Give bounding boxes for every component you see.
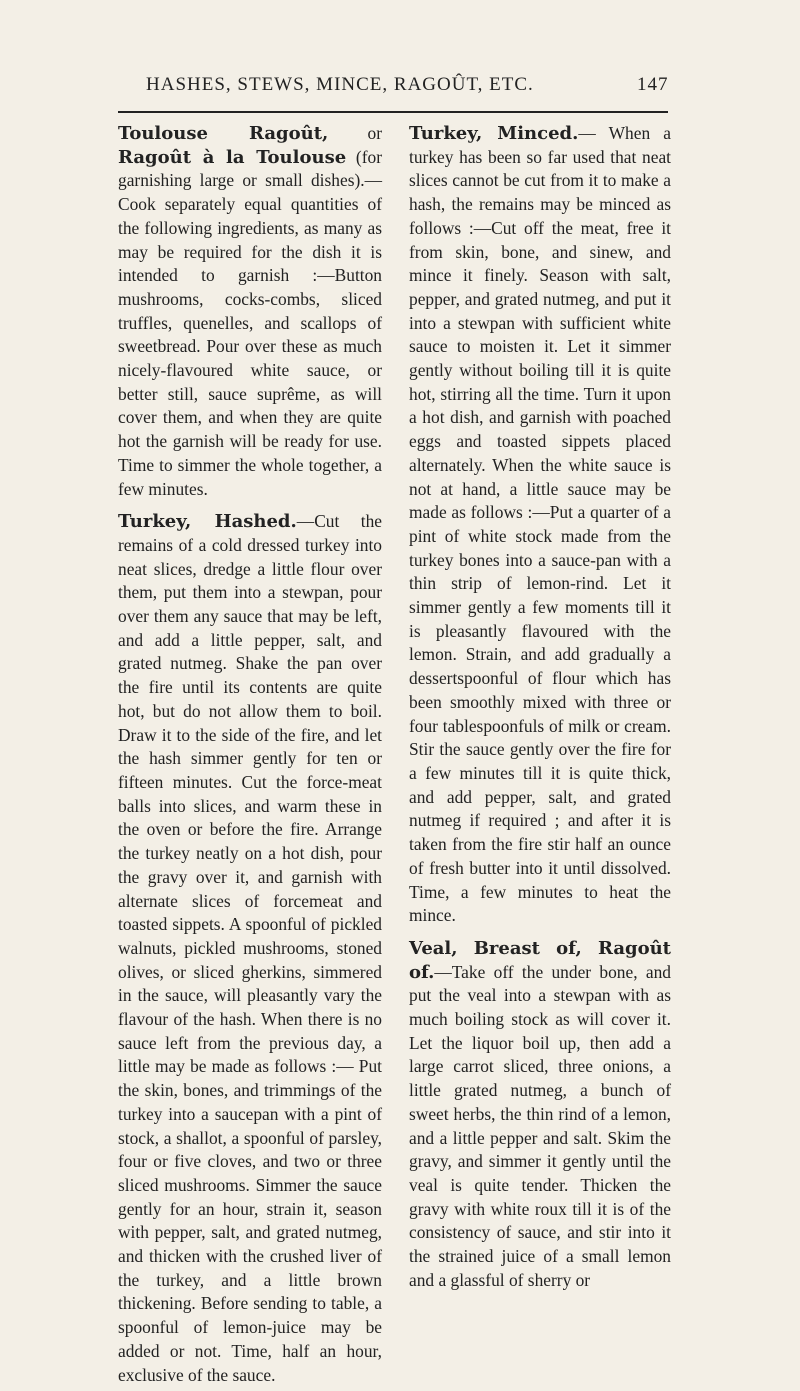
entry-turkey-hashed — [118, 510, 382, 1387]
entry-heading: Toulouse Ragoût, — [118, 123, 329, 144]
header-rule — [118, 111, 668, 113]
entry-turkey-minced — [409, 122, 671, 928]
entry-body: (for garnishing large or small dishes).—Cook separately equal quantities of the following ingredients, as many as may be required for the dish it is intended to garnish :—Button mushrooms, cocks-combs, sliced truffles, quenelles, and scallops of sweetbread. Pour over these as much nicely-flavoured white sauce, or better still, sauce suprême, as will cover them, and when they are quite hot the garnish will be ready for use. Time to simmer the whole together, a few minutes. — [118, 146, 382, 499]
page-number: 147 — [637, 74, 669, 95]
entry-toulouse-ragout — [118, 122, 382, 501]
entry-veal-breast-ragout — [409, 937, 671, 1293]
entry-heading: Veal, Breast of, Ragoût of. — [409, 937, 671, 983]
right-column — [409, 122, 671, 1296]
entry-heading-alt: Ragoût à la Toulouse — [118, 146, 347, 168]
entry-heading-connector: or — [367, 123, 382, 143]
entry-body: —Cut the remains of a cold dressed turkey into neat slices, dredge a little flour over them, put them into a stewpan, pour over them any sauce that may be left, and add a little pepper, salt, and grated nutmeg. Shake the pan over the fire until its contents are quite hot, but do not allow them to boil. Draw it to the side of the fire, and let the hash simmer gently for ten or fifteen minutes. Cut the force-meat balls into slices, and warm these in the oven or before the fire. Arrange the turkey neatly on a hot dish, pour the gravy over it, and garnish with alternate slices of forcemeat and toasted sippets. A spoonful of pickled walnuts, pickled mushrooms, stoned olives, or sliced gherkins, simmered in the sauce, will pleasantly vary the flavour of the hash. When there is no sauce left from the previous day, a little may be made as follows :— Put the skin, bones, and trimmings of the turkey into a saucepan with a pint of stock, a shallot, a spoonful of parsley, four or five cloves, and two or three sliced mushrooms. Simmer the sauce gently for an hour, strain it, season with pepper, salt, and grated nutmeg, and thicken with the crushed liver of the turkey, and a little brown thickening. Before sending to table, a spoonful of lemon-juice may be added or not. Time, half an hour, exclusive of the sauce. — [118, 511, 382, 1385]
left-column — [118, 122, 382, 1391]
entry-heading: Turkey, Minced. — [409, 123, 579, 144]
entry-body: —Take off the under bone, and put the veal into a stewpan with as much boiling stock as will cover it. Let the liquor boil up, then add a large carrot sliced, three onions, a little grated nutmeg, a bunch of sweet herbs, the thin rind of a lemon, and a little pepper and salt. Skim the gravy, and simmer it gently until the veal is quite tender. Thicken the gravy with white roux till it is of the consistency of sauce, and stir into it the strained juice of a small lemon and a glassful of sherry or — [409, 961, 671, 1290]
entry-heading: Turkey, Hashed. — [118, 511, 297, 533]
running-title: HASHES, STEWS, MINCE, RAGOÛT, ETC. — [146, 74, 534, 95]
entry-body: — When a turkey has been so far used that neat slices cannot be cut from it to make a hash, the remains may be minced as follows :—Cut off the meat, free it from skin, bone, and sinew, and mince it finely. Season with salt, pepper, and grated nutmeg, and put it into a stewpan with sufficient white sauce to moisten it. Let it simmer gently without boiling till it is quite hot, stirring all the time. Turn it upon a hot dish, and garnish with poached eggs and toasted sippets placed alternately. When the white sauce is not at hand, a little sauce may be made as follows :—Put a quarter of a pint of white stock made from the turkey bones into a sauce-pan with a thin strip of lemon-rind. Let it simmer gently a few moments till it is pleasantly flavoured with the lemon. Strain, and add gradually a dessertspoonful of flour which has been smoothly mixed with three or four tablespoonfuls of milk or cream. Stir the sauce gently over the fire for a few minutes till it is quite thick, and add pepper, salt, and grated nutmeg if required ; and after it is taken from the fire stir half an ounce of fresh butter into it until dissolved. Time, a few minutes to heat the mince. — [409, 123, 672, 926]
